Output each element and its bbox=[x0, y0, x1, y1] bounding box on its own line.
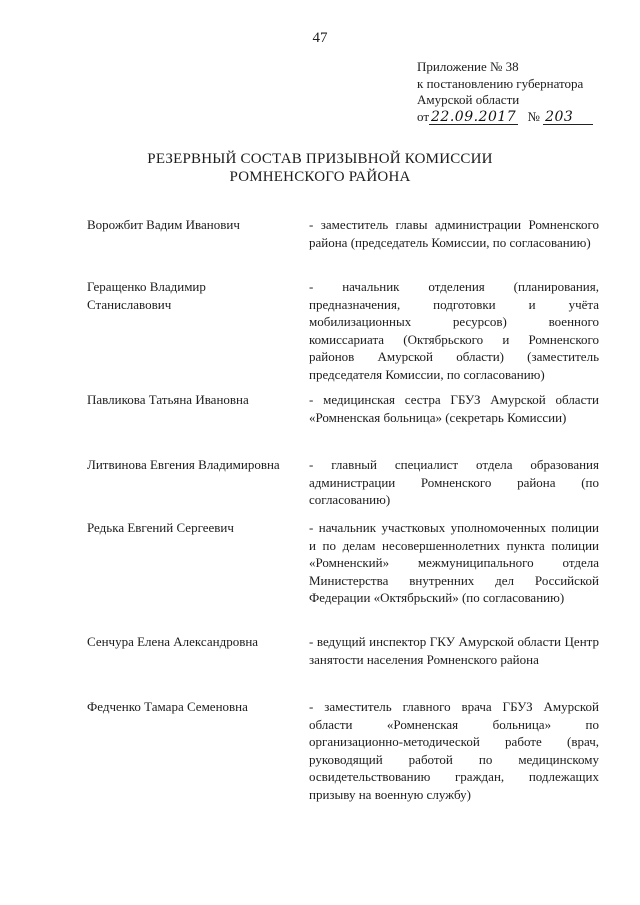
member-role: - начальник участковых уполномоченных полиции и по делам несовершеннолетних пункта полиции «Ромненский» межмуниципального отдела Министерства внутренних дел Российской Федерации «Октябрьский» (по согласованию) bbox=[309, 520, 599, 605]
member-name: Сенчура Елена Александровна bbox=[87, 634, 259, 649]
member-name: Редька Евгений Сергеевич bbox=[87, 520, 234, 535]
member-role: - начальник отделения (планирования, предназначения, подготовки и учёта мобилизационных ресурсов) военного комиссариата (Октябрьского и Ромненского районов Амурской области) (заместитель председателя Комиссии, по согласованию) bbox=[309, 279, 599, 382]
date-prefix: от bbox=[417, 108, 430, 124]
title-line-1: РЕЗЕРВНЫЙ СОСТАВ ПРИЗЫВНОЙ КОМИССИИ bbox=[147, 151, 493, 167]
appendix-region: Амурской области bbox=[417, 92, 520, 107]
title-line-2: РОМНЕНСКОГО РАЙОНА bbox=[229, 169, 411, 185]
member-role: - заместитель главы администрации Ромненского района (председатель Комиссии, по согласованию) bbox=[309, 217, 599, 250]
page-number: 47 bbox=[312, 30, 328, 46]
member-name: Ворожбит Вадим Иванович bbox=[87, 217, 240, 232]
member-name: Павликова Татьяна Ивановна bbox=[87, 392, 249, 407]
appendix-block bbox=[417, 59, 593, 125]
appendix-reference: к постановлению губернатора bbox=[417, 75, 584, 91]
handwritten-date: 22.09.2017 bbox=[431, 108, 517, 125]
member-name: Федченко Тамара Семеновна bbox=[87, 699, 248, 714]
member-role: - заместитель главного врача ГБУЗ Амурской области «Ромненская больница» по организационно-методической работе (врач, руководящий работой по медицинскому освидетельствованию граждан, подлежащих призыву на военную службу) bbox=[309, 699, 599, 802]
member-role: - главный специалист отдела образования администрации Ромненского района (по согласованию) bbox=[309, 457, 599, 507]
appendix-date-line bbox=[417, 109, 593, 126]
member-role: - медицинская сестра ГБУЗ Амурской области «Ромненская больница» (секретарь Комиссии) bbox=[309, 392, 599, 425]
appendix-title: Приложение № 38 bbox=[417, 59, 519, 74]
handwritten-number: 203 bbox=[543, 110, 593, 125]
number-prefix: № bbox=[527, 108, 540, 124]
document-title bbox=[0, 150, 640, 186]
member-role: - ведущий инспектор ГКУ Амурской области Центр занятости населения Ромненского района bbox=[309, 634, 599, 667]
member-name: Геращенко Владимир Станиславович bbox=[87, 279, 206, 312]
member-name: Литвинова Евгения Владимировна bbox=[87, 457, 280, 472]
